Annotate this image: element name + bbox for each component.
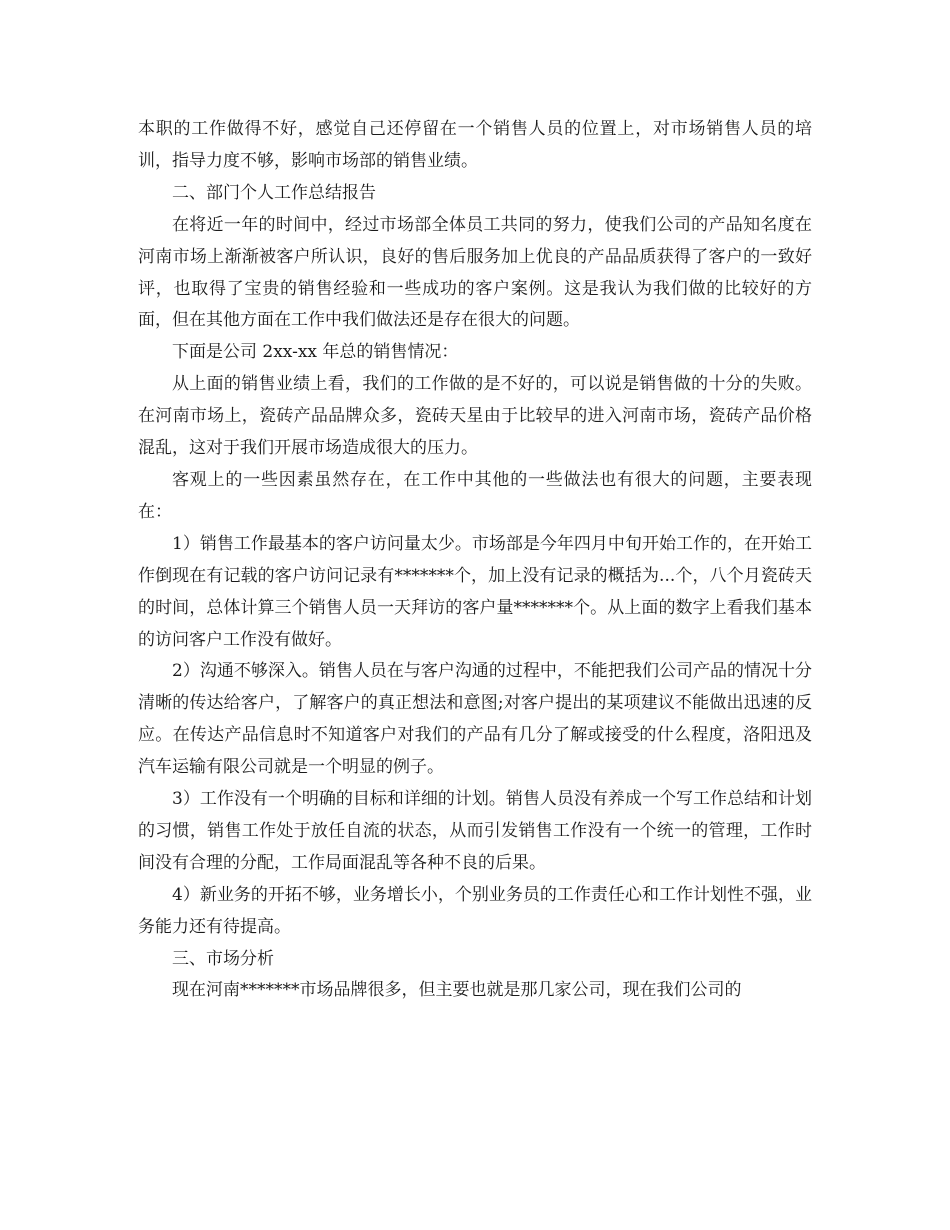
paragraph-problems-intro: 客观上的一些因素虽然存在，在工作中其他的一些做法也有很大的问题，主要表现在： [138, 469, 812, 522]
document-body [138, 114, 812, 1007]
section-heading-department-report: 二、部门个人工作总结报告 [172, 182, 376, 203]
list-item-new-business: 4）新业务的开拓不够，业务增长小，个别业务员的工作责任心和工作计划性不强，业务能力还有待提高。 [138, 884, 812, 937]
list-item-communication: 2）沟通不够深入。销售人员在与客户沟通的过程中，不能把我们公司产品的情况十分清晰的传达给客户，了解客户的真正想法和意图;对客户提出的某项建议不能做出迅速的反应。在传达产品信息时不知道客户对我们的产品有几分了解或接受的什么程度，洛阳迅及汽车运输有限公司就是一个明显的例子。 [138, 661, 812, 778]
paragraph-sales-performance: 从上面的销售业绩上看，我们的工作做的是不好的，可以说是销售做的十分的失败。在河南市场上，瓷砖产品品牌众多，瓷砖天星由于比较早的进入河南市场，瓷砖产品价格混乱，这对于我们开展市场造成很大的压力。 [138, 374, 812, 459]
section-heading-market-analysis: 三、市场分析 [172, 948, 274, 969]
paragraph-market-analysis: 现在河南*******市场品牌很多，但主要也就是那几家公司，现在我们公司的 [172, 980, 742, 1001]
list-item-visit-volume: 1）销售工作最基本的客户访问量太少。市场部是今年四月中旬开始工作的，在开始工作倒现在有记载的客户访问记录有*******个，加上没有记录的概括为...个，八个月瓷砖天的时间，总体计算三个销售人员一天拜访的客户量*******个。从上面的数字上看我们基本的访问客户工作没有做好。 [138, 533, 812, 650]
paragraph-continuation: 本职的工作做得不好，感觉自己还停留在一个销售人员的位置上，对市场销售人员的培训，指导力度不够，影响市场部的销售业绩。 [138, 119, 812, 171]
paragraph-year-overview: 在将近一年的时间中，经过市场部全体员工共同的努力，使我们公司的产品知名度在河南市场上渐渐被客户所认识，良好的售后服务加上优良的产品品质获得了客户的一致好评，也取得了宝贵的销售经验和一些成功的客户案例。这是我认为我们做的比较好的方面，但在其他方面在工作中我们做法还是存在很大的问题。 [138, 214, 812, 331]
list-item-planning: 3）工作没有一个明确的目标和详细的计划。销售人员没有养成一个写工作总结和计划的习惯，销售工作处于放任自流的状态，从而引发销售工作没有一个统一的管理，工作时间没有合理的分配，工作局面混乱等各种不良的后果。 [138, 789, 812, 873]
paragraph-sales-intro: 下面是公司 2xx-xx 年总的销售情况： [172, 342, 459, 363]
